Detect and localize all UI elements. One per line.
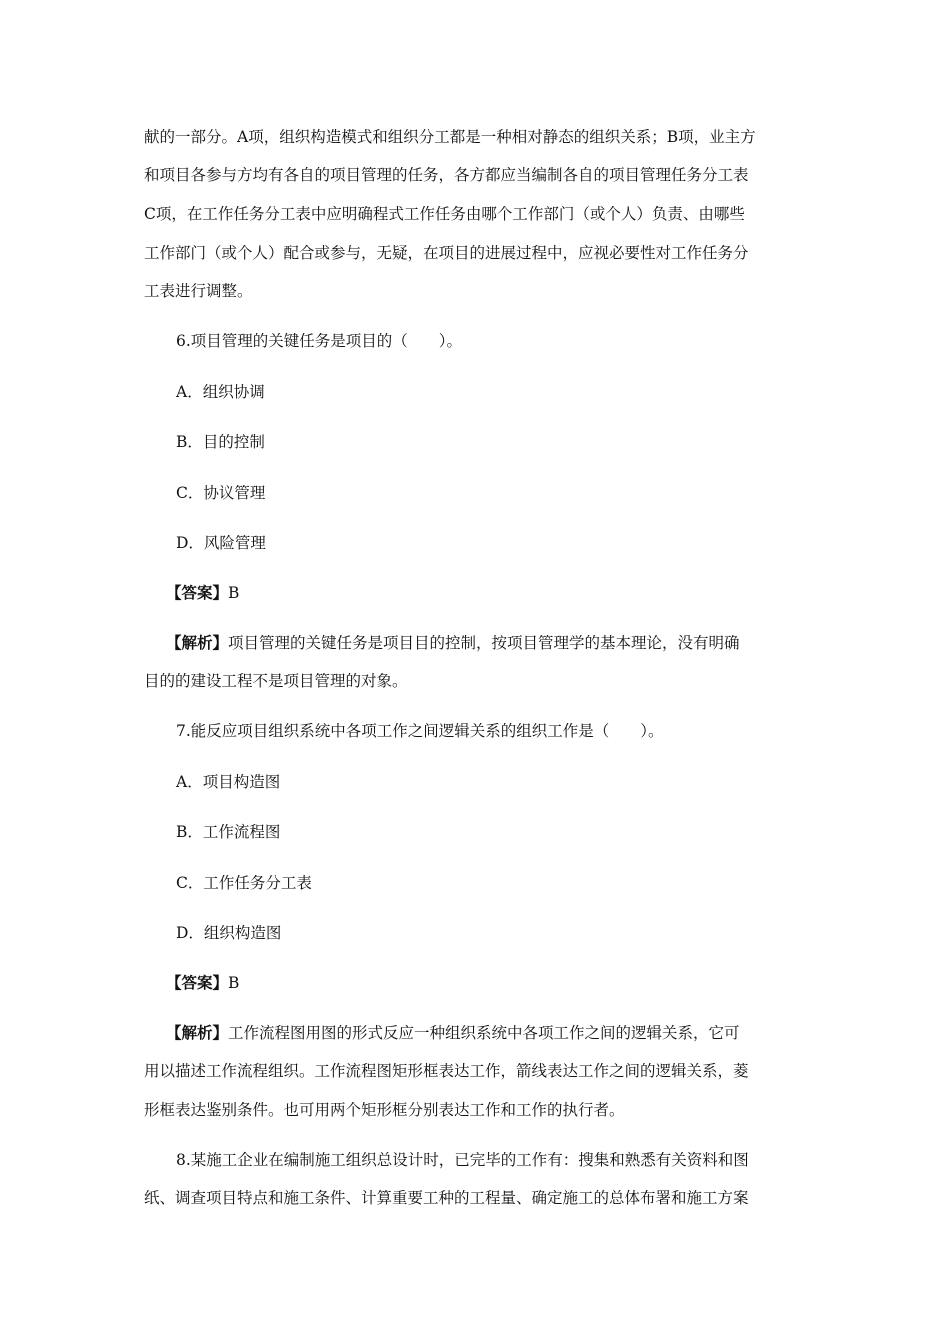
- question-7-option-b: B．工作流程图: [176, 823, 281, 841]
- analysis-text: 工作流程图用图的形式反应一种组织系统中各项工作之间的逻辑关系，它可: [228, 1024, 740, 1042]
- answer-label: 【答案】: [166, 583, 229, 602]
- question-7-option-d: D．组织构造图: [176, 924, 282, 942]
- question-6-answer: [166, 583, 239, 603]
- question-7-analysis-line-2: 用以描述工作流程组织。工作流程图矩形框表达工作，箭线表达工作之间的逻辑关系，菱: [144, 1062, 749, 1080]
- analysis-text: 项目管理的关键任务是项目目的控制，按项目管理学的基本理论，没有明确: [228, 634, 740, 652]
- question-7-option-a: A．项目构造图: [176, 773, 281, 791]
- analysis-label: 【解析】: [166, 633, 229, 652]
- question-7-analysis-line-3: 形框表达鉴别条件。也可用两个矩形框分别表达工作和工作的执行者。: [144, 1101, 625, 1119]
- intro-line-2: 和项目各参与方均有各自的项目管理的任务，各方都应当编制各自的项目管理任务分工表: [144, 166, 749, 184]
- question-8-stem-line-1: 8.某施工企业在编制施工组织总设计时，已完毕的工作有：搜集和熟悉有关资料和图: [176, 1151, 749, 1169]
- intro-line-5: 工表进行调整。: [144, 282, 253, 300]
- analysis-label: 【解析】: [166, 1023, 229, 1042]
- intro-line-3: C项，在工作任务分工表中应明确程式工作任务由哪个工作部门（或个人）负责、由哪些: [144, 205, 745, 223]
- question-6-option-b: B．目的控制: [176, 433, 265, 451]
- intro-line-4: 工作部门（或个人）配合或参与，无疑，在项目的进展过程中，应视必要性对工作任务分: [144, 244, 749, 262]
- question-6-stem: 6.项目管理的关键任务是项目的（ ）。: [176, 332, 463, 350]
- question-7-stem: 7.能反应项目组织系统中各项工作之间逻辑关系的组织工作是（ ）。: [176, 722, 664, 740]
- question-7-answer: [166, 973, 239, 993]
- question-8-stem-line-2: 纸、调查项目特点和施工条件、计算重要工种的工程量、确定施工的总体布署和施工方案: [144, 1189, 749, 1207]
- answer-label: 【答案】: [166, 973, 229, 992]
- question-6-option-c: C．协议管理: [176, 484, 266, 502]
- question-6-analysis-line-1: [166, 633, 740, 653]
- question-6-option-d: D．风险管理: [176, 534, 266, 552]
- question-6-analysis-line-2: 目的的建设工程不是项目管理的对象。: [144, 672, 408, 690]
- question-7-option-c: C．工作任务分工表: [176, 874, 312, 892]
- answer-value: B: [228, 974, 240, 992]
- intro-line-1: 献的一部分。A项，组织构造模式和组织分工都是一种相对静态的组织关系；B项，业主方: [144, 128, 756, 146]
- question-6-option-a: A．组织协调: [176, 383, 265, 401]
- answer-value: B: [228, 584, 240, 602]
- question-7-analysis-line-1: [166, 1023, 740, 1043]
